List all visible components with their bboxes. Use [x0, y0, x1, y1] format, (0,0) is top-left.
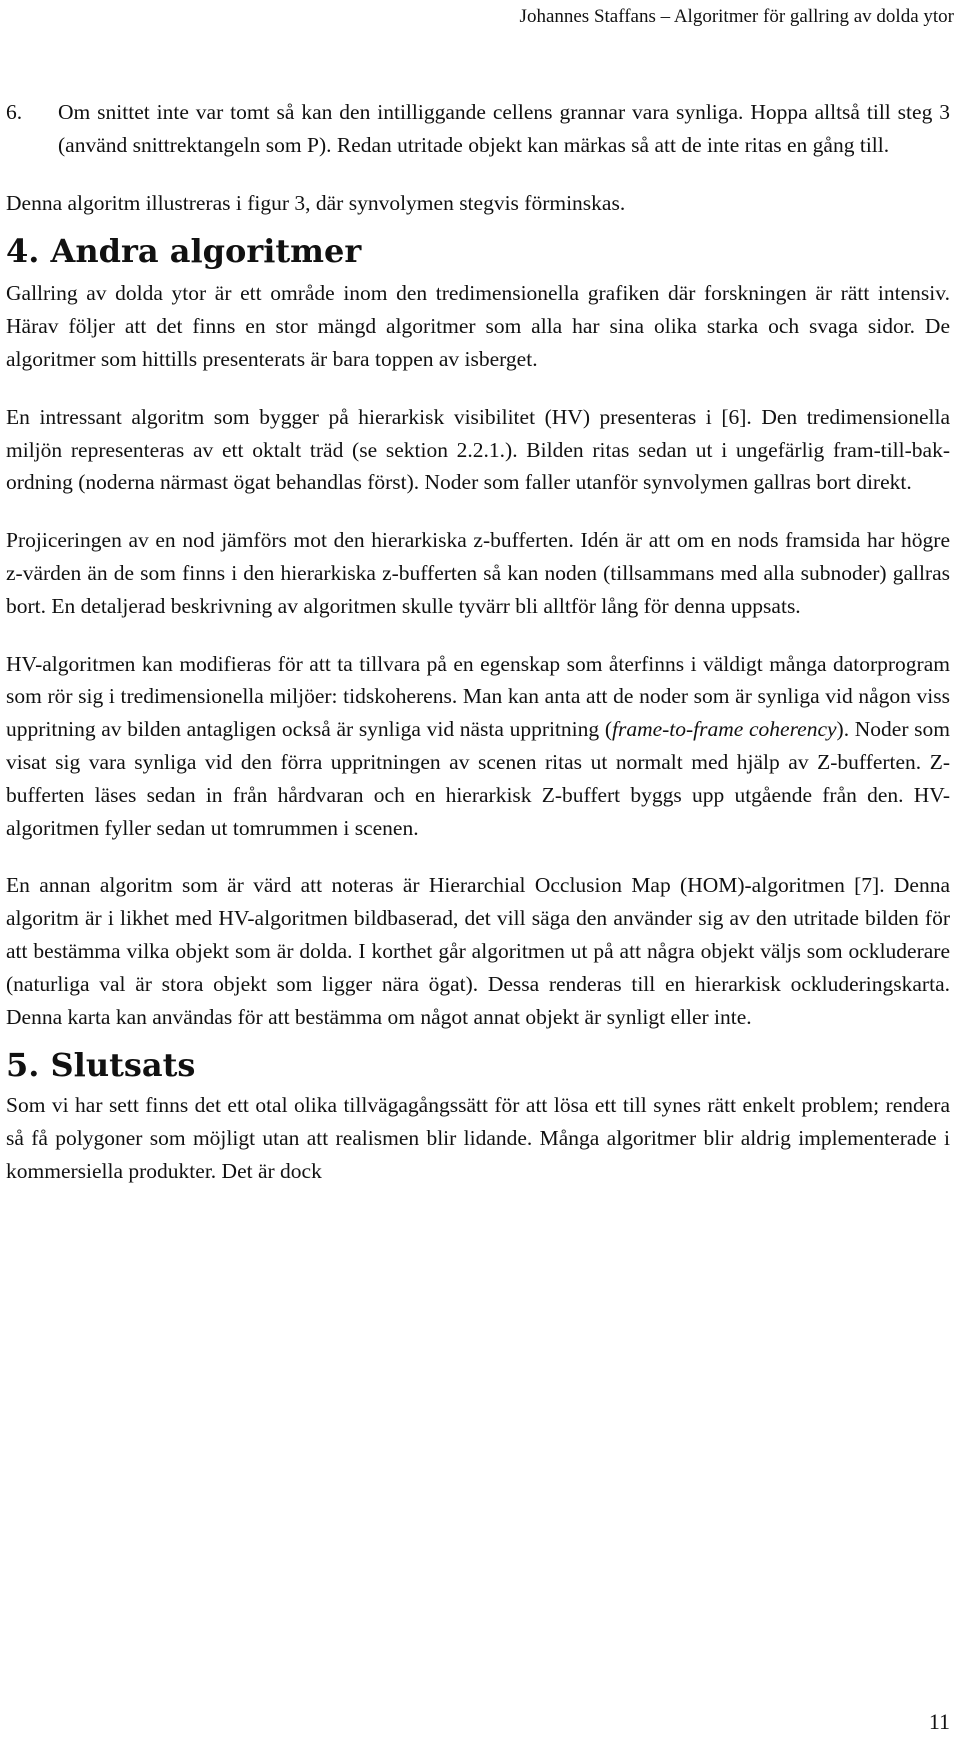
spacer [6, 623, 950, 648]
paragraph-projection: Projiceringen av en nod jämförs mot den hierarkiska z-bufferten. Idén är att om en nods framsida har högre z-värden än de som finns i den hierarkiska z-bufferten så kan noden (tillsammans med alla subnoder) gallras bort. En detaljerad beskrivning av algoritmen skulle tyvärr bli alltför lång för denna uppsats. [6, 528, 950, 618]
list-item-text: Om snittet inte var tomt så kan den intilliggande cellens grannar vara synliga. Hoppa alltså till steg 3 (använd snittrektangeln som P). Redan utritade objekt kan märkas så att de inte ritas en gång till. [58, 100, 950, 157]
paragraph-hv-algorithm: En intressant algoritm som bygger på hierarkisk visibilitet (HV) presenteras i [6]. Den tredimensionella miljön representeras av ett oktalt träd (se sektion 2.2.1.). Bilden ritas sedan ut i ungefärlig fram-till-bak-ordning (noderna närmast ögat behandlas först). Noder som faller utanför synvolymen gallras bort direkt. [6, 404, 950, 495]
page-number: 11 [928, 1709, 950, 1734]
section-heading-5: 5. Slutsats [6, 1046, 196, 1085]
spacer [6, 844, 950, 869]
paragraph-slutsats: Som vi har sett finns det ett otal olika tillvägagångssätt för att lösa ett till synes rätt enkelt problem; rendera så få polygoner som möjligt utan att realismen blir lidande. Många algoritmer blir aldrig implementerade i kommersiella produkter. Det är dock [6, 1093, 950, 1183]
page-content [6, 96, 950, 1188]
paragraph-text: ). Noder som visat sig vara synliga vid den förra uppritningen av scenen ritas ut normalt med hjälp av Z-bufferten. Z-bufferten läses sedan in från hårdvaran och en hierarkisk Z-buffert byggs upp utgående från den. HV-algoritmen fyller sedan ut tomrummen i scenen. [6, 717, 950, 840]
paragraph-figure-reference: Denna algoritm illustreras i figur 3, där synvolymen stegvis förminskas. [6, 190, 626, 215]
italic-term: frame-to-frame coherency [611, 717, 837, 742]
paragraph-temporal-coherence [6, 648, 950, 845]
spacer [6, 376, 950, 401]
spacer [6, 162, 950, 187]
spacer [6, 499, 950, 524]
list-item-number: 6. [6, 100, 23, 124]
spacer [6, 219, 950, 231]
paragraph-hom-algorithm: En annan algoritm som är värd att noteras är Hierarchial Occlusion Map (HOM)-algoritmen [7]. Denna algoritm är i likhet med HV-algoritmen bildbaserad, det vill säga den använder sig av den utritade bilden för att bestämma vilka objekt som är dolda. I korthet går algoritmen ut på att några objekt väljs som ockluderare (naturliga val är stora objekt som ligger nära ögat). Dessa renderas till en hierarkisk ockluderingskarta. Denna karta kan användas för att bestämma om något annat objekt är synligt eller inte. [6, 873, 950, 1029]
paragraph-andra-algoritmer-intro: Gallring av dolda ytor är ett område inom den tredimensionella grafiken där forskningen är rätt intensiv. Härav följer att det finns en stor mängd algoritmer som alla har sina olika starka och svaga sidor. De algoritmer som hittills presenterats är bara toppen av isberget. [6, 281, 950, 371]
running-header: Johannes Staffans – Algoritmer för gallring av dolda ytor [519, 6, 954, 27]
list-item-6 [6, 96, 950, 162]
section-heading-4: 4. Andra algoritmer [6, 232, 362, 271]
spacer [6, 1033, 950, 1045]
paragraph-text: HV-algoritmen kan modifieras för att ta tillvara på en egenskap som återfinns i väldigt många datorprogram som rör sig i tredimensionella miljöer: tidskoherens. Man kan anta att de noder som är synliga vid någon viss uppritning av bilden antagligen också är synliga vid nästa uppritning ( [6, 651, 950, 742]
